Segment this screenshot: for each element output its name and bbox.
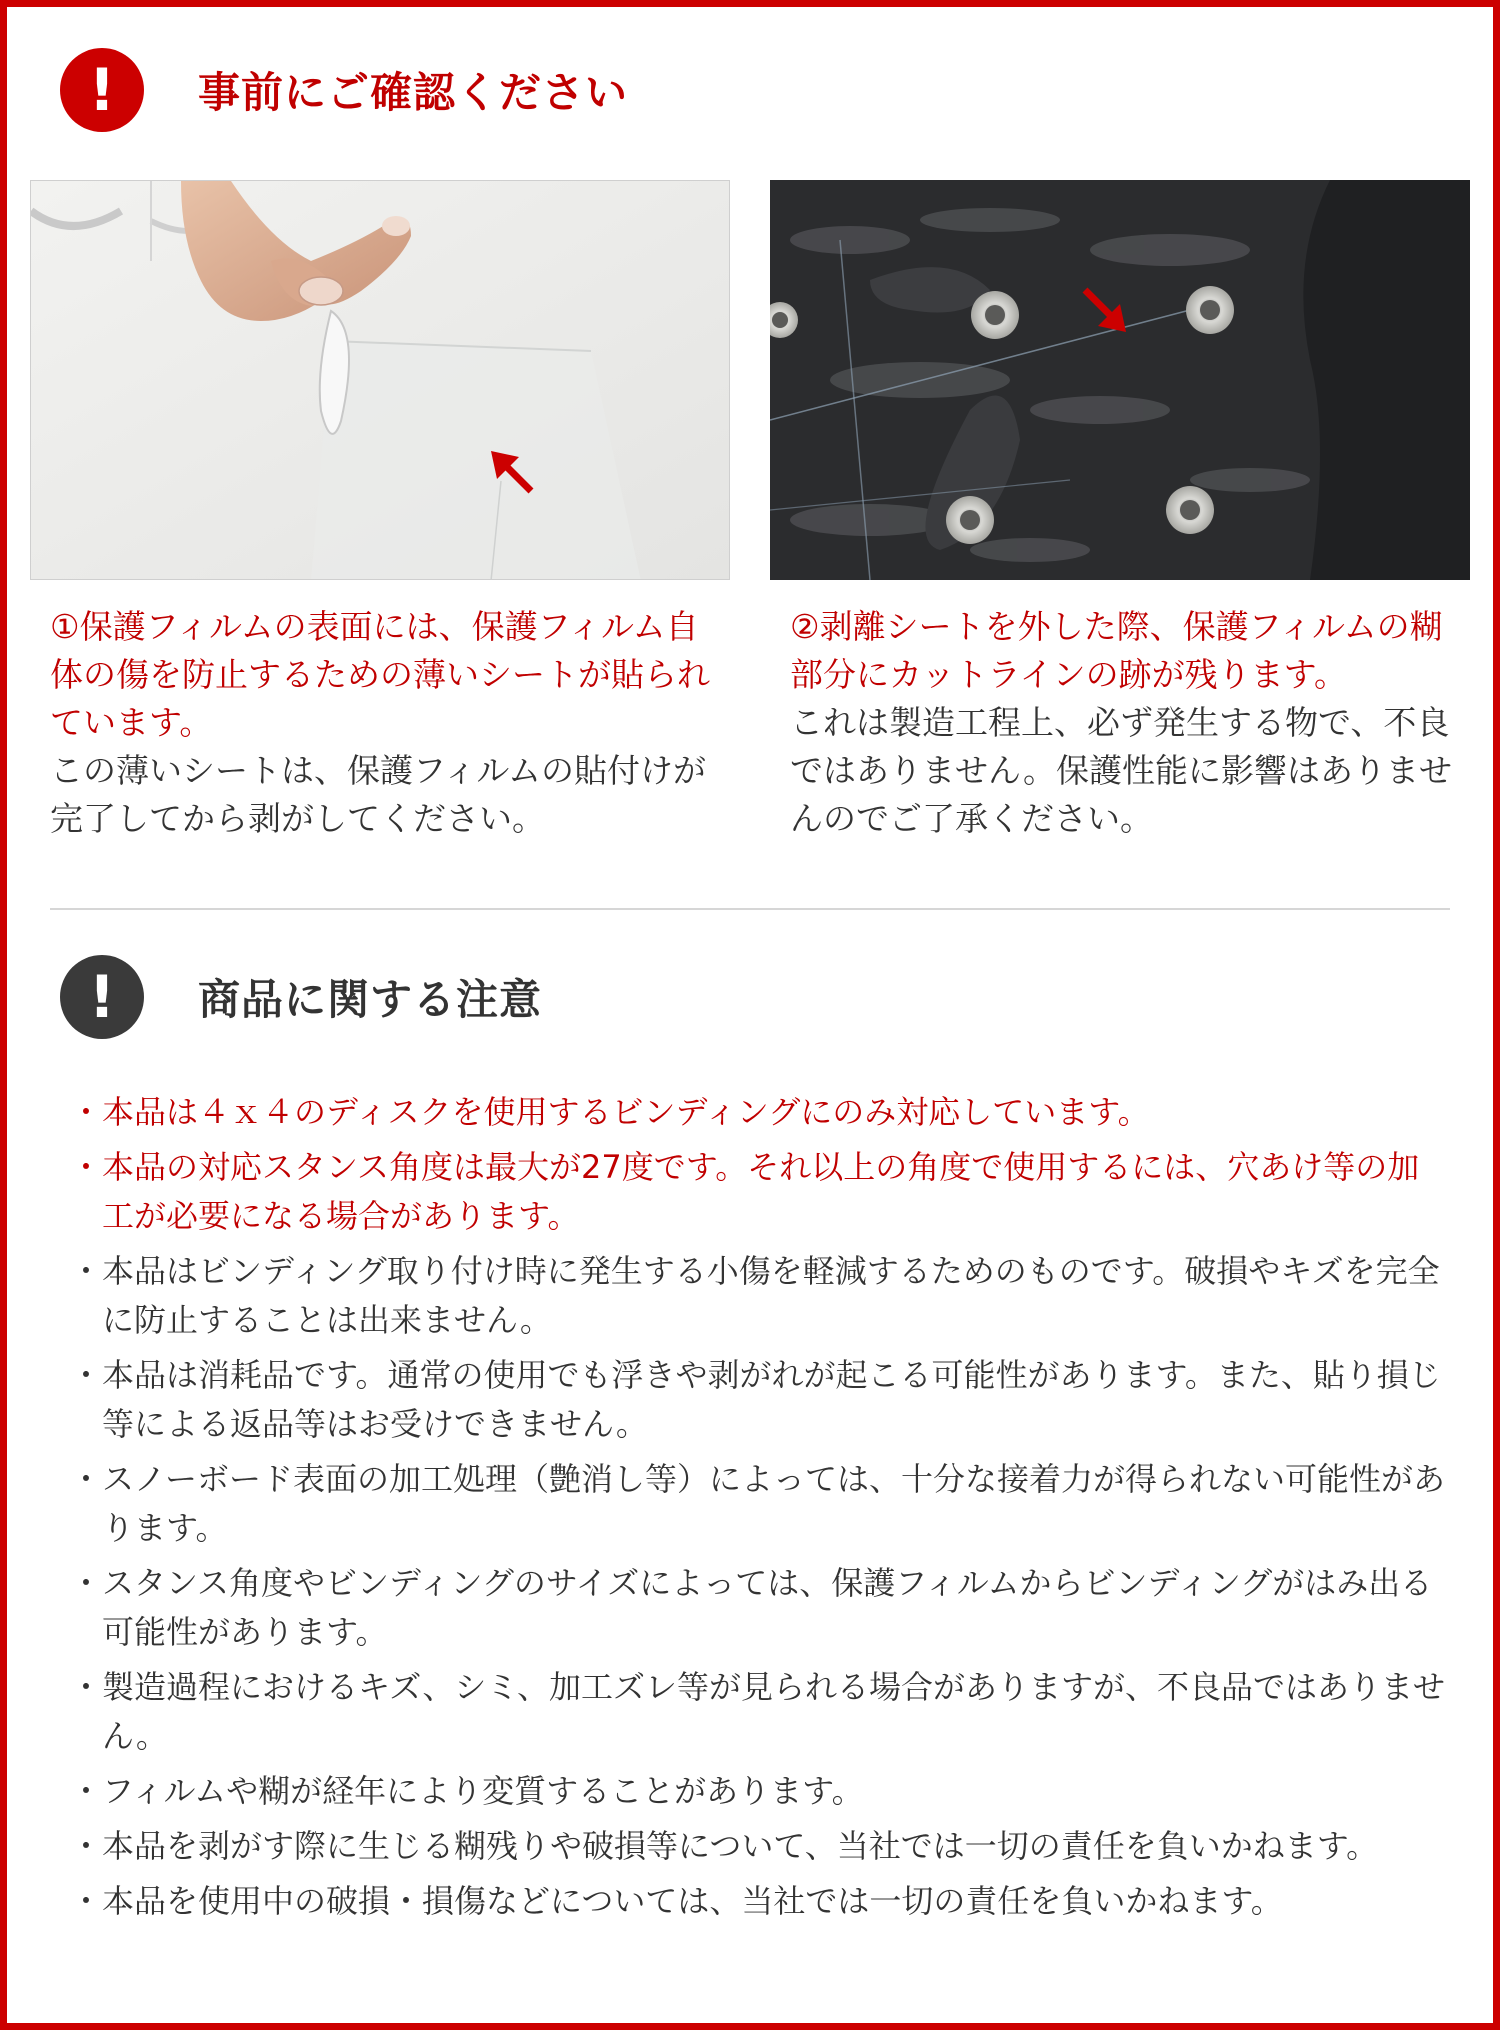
bullet: ・ [70, 1148, 103, 1186]
list-item [70, 1822, 1450, 1871]
list-item-text: 本品は４ｘ４のディスクを使用するビンディングにのみ対応しています。 [102, 1093, 1150, 1131]
list-item-text: 本品を剥がす際に生じる糊残りや破損等について、当社では一切の責任を負いかねます。 [102, 1827, 1379, 1865]
list-item [70, 1088, 1450, 1137]
bullet: ・ [70, 1460, 103, 1498]
bullet: ・ [70, 1882, 103, 1920]
list-item [70, 1247, 1450, 1345]
caption-right [790, 603, 1470, 843]
list-item [70, 1559, 1450, 1657]
list-item-text: スノーボード表面の加工処理（艶消し等）によっては、十分な接着力が得られない可能性があります。 [102, 1460, 1446, 1547]
notes-list [70, 1088, 1450, 1932]
bullet: ・ [70, 1252, 103, 1290]
exclamation-icon: ! [60, 955, 144, 1039]
section-title-confirm: 事前にご確認ください [198, 68, 629, 117]
peeling-film-illustration [31, 181, 730, 580]
list-item [70, 1663, 1450, 1761]
list-item [70, 1455, 1450, 1553]
bullet: ・ [70, 1827, 103, 1865]
list-item-text: 製造過程におけるキズ、シミ、加工ズレ等が見られる場合がありますが、不良品ではありません。 [102, 1668, 1446, 1755]
bullet: ・ [70, 1564, 103, 1602]
bullet: ・ [70, 1668, 103, 1706]
list-item-text: スタンス角度やビンディングのサイズによっては、保護フィルムからビンディングがはみ出る可能性があります。 [102, 1564, 1433, 1651]
list-item-text: 本品の対応スタンス角度は最大が27度です。それ以上の角度で使用するには、穴あけ等の加工が必要になる場合があります。 [102, 1148, 1420, 1235]
photo-peeling-film [30, 180, 730, 580]
bullet: ・ [70, 1093, 103, 1131]
photo-cut-line [770, 180, 1470, 580]
caption-left-note: ①保護フィルムの表面には、保護フィルム自体の傷を防止するための薄いシートが貼られています。 [50, 607, 710, 742]
caption-left-body: この薄いシートは、保護フィルムの貼付けが完了してから剥がしてください。 [50, 751, 707, 838]
section-header-confirm [60, 48, 628, 132]
list-item-text: 本品は消耗品です。通常の使用でも浮きや剥がれが起こる可能性があります。また、貼り損じ等による返品等はお受けできません。 [102, 1356, 1441, 1443]
caption-right-note: ②剥離シートを外した際、保護フィルムの糊部分にカットラインの跡が残ります。 [790, 607, 1443, 694]
section-header-product-notes [60, 955, 542, 1039]
exclamation-icon: ! [60, 48, 144, 132]
bullet: ・ [70, 1356, 103, 1394]
list-item [70, 1351, 1450, 1449]
bullet: ・ [70, 1772, 103, 1810]
cut-line-illustration [770, 180, 1470, 580]
list-item-text: フィルムや糊が経年により変質することがあります。 [102, 1772, 864, 1810]
list-item-text: 本品はビンディング取り付け時に発生する小傷を軽減するためのものです。破損やキズを完全に防止することは出来ません。 [102, 1252, 1440, 1339]
section-title-product-notes: 商品に関する注意 [198, 975, 543, 1024]
list-item [70, 1877, 1450, 1926]
list-item-text: 本品を使用中の破損・損傷などについては、当社では一切の責任を負いかねます。 [102, 1882, 1283, 1920]
list-item [70, 1143, 1450, 1241]
caption-left [50, 603, 710, 843]
section-divider [50, 908, 1450, 910]
list-item [70, 1767, 1450, 1816]
caption-right-body: これは製造工程上、必ず発生する物で、不良ではありません。保護性能に影響はありませんのでご了承ください。 [790, 703, 1452, 838]
